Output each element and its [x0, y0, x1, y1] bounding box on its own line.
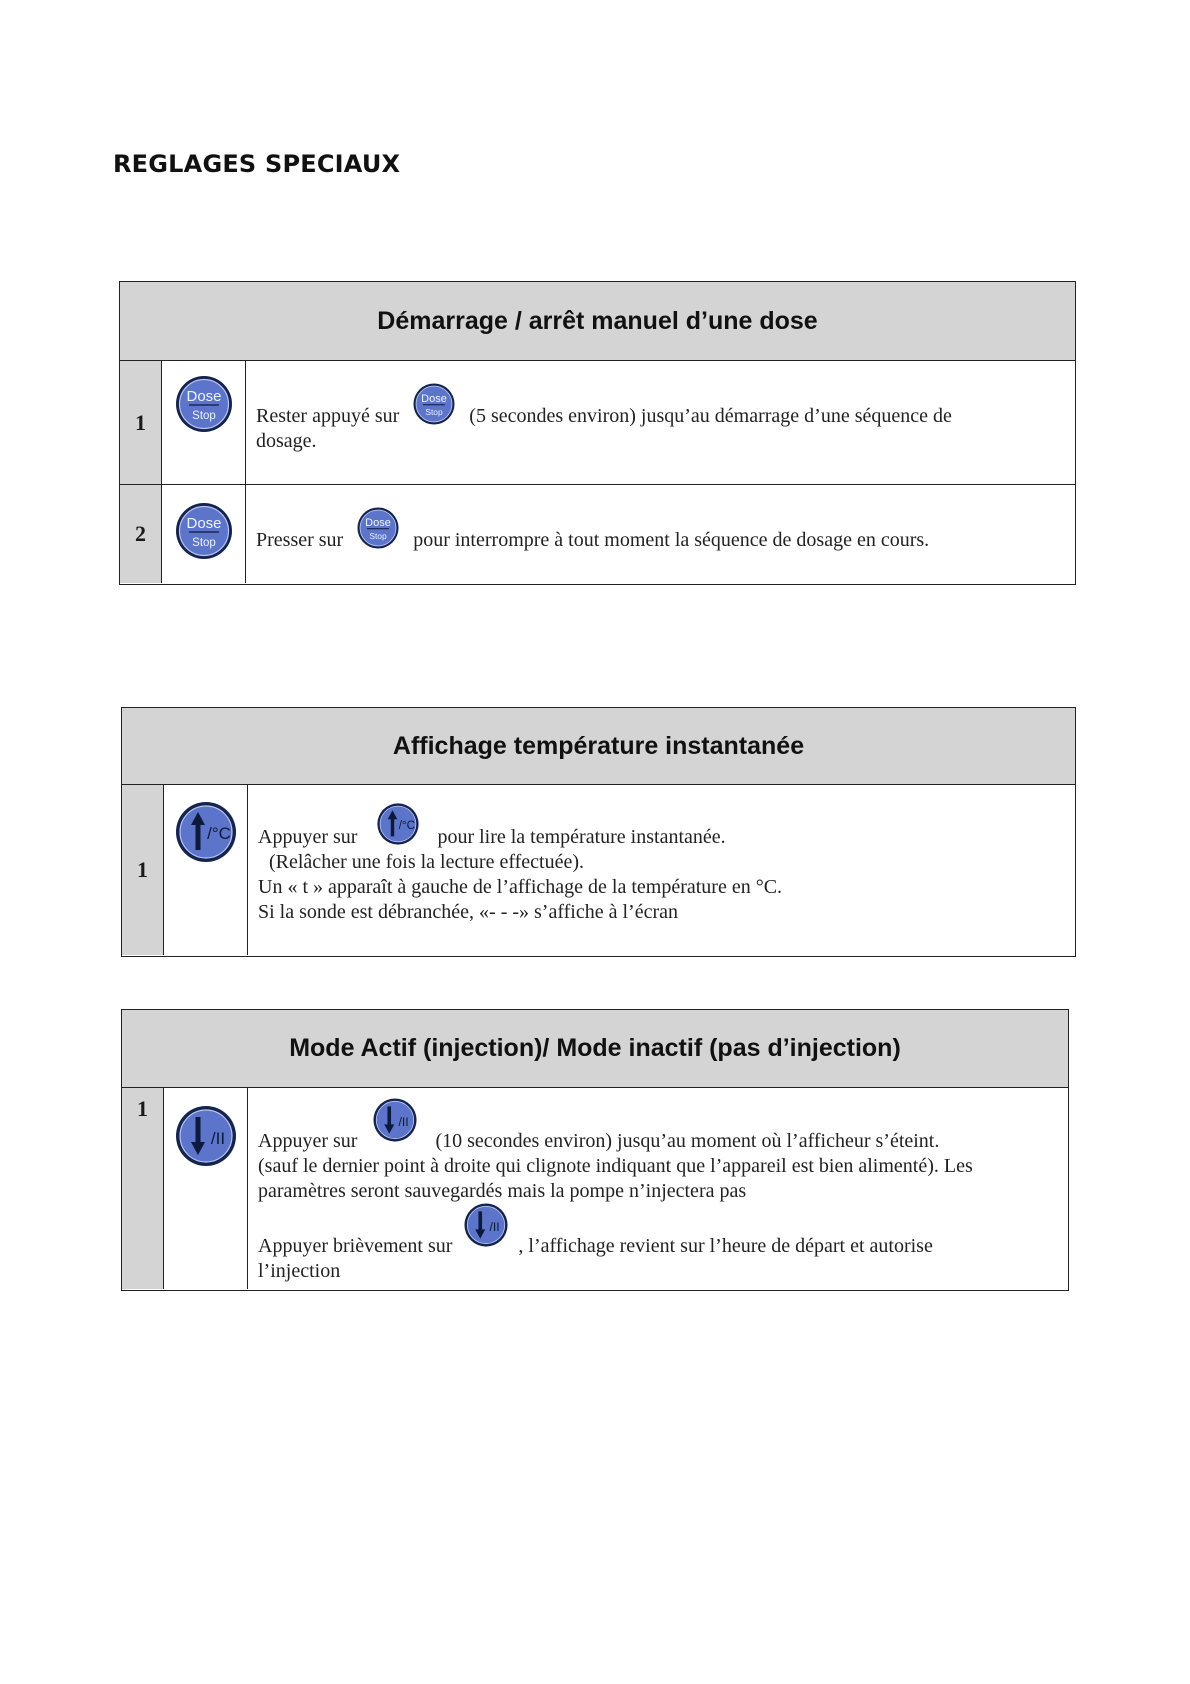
- down-arrow-pause-button-icon: [372, 1097, 418, 1143]
- instruction-text: paramètres seront sauvegardés mais la pompe n’injectera pas: [258, 1180, 747, 1202]
- svg-text:/II: /II: [398, 1114, 410, 1129]
- instruction-text: Appuyer brièvement sur: [258, 1235, 453, 1257]
- svg-text:Stop: Stop: [191, 410, 216, 422]
- instruction-text: Si la sonde est débranchée, «- - -» s’affiche à l’écran: [258, 901, 678, 923]
- step-number: 1: [120, 361, 162, 484]
- table-row: [120, 485, 1075, 583]
- down-arrow-pause-button-icon: [174, 1104, 238, 1168]
- svg-text:Stop: Stop: [369, 531, 387, 541]
- instruction-text: Appuyer sur: [258, 1130, 358, 1152]
- section-active-mode: [121, 1009, 1069, 1291]
- instruction-text: pour interrompre à tout moment la séquence de dosage en cours.: [413, 529, 930, 551]
- instruction-text: , l’affichage revient sur l’heure de départ et autorise: [518, 1235, 933, 1257]
- svg-text:Dose: Dose: [365, 516, 392, 529]
- svg-text:Stop: Stop: [425, 407, 443, 417]
- dose-stop-button-icon: [412, 382, 456, 426]
- instruction-text: (5 secondes environ) jusqu’au démarrage d’une séquence de: [469, 405, 952, 427]
- instruction-text: Rester appuyé sur: [256, 405, 400, 427]
- table-row: [120, 361, 1075, 485]
- down-arrow-pause-button-icon: [463, 1202, 509, 1248]
- table-row: [122, 785, 1075, 955]
- up-arrow-celsius-button-icon: [376, 802, 420, 846]
- instruction-text: Un « t » apparaît à gauche de l’affichage de la température en °C.: [258, 876, 783, 898]
- section-header: Mode Actif (injection)/ Mode inactif (pas d’injection): [122, 1010, 1068, 1088]
- step-number: 1: [122, 1088, 164, 1289]
- table-row: [122, 1088, 1068, 1289]
- up-arrow-celsius-button-icon: [174, 800, 238, 864]
- step-number: 1: [122, 785, 164, 955]
- svg-text:Dose: Dose: [185, 388, 222, 405]
- dose-stop-button-icon: [174, 501, 234, 561]
- dose-stop-button-icon: [174, 374, 234, 434]
- svg-text:Stop: Stop: [191, 537, 216, 549]
- page-title: REGLAGES SPECIAUX: [113, 150, 401, 178]
- instruction-text: Presser sur: [256, 529, 344, 551]
- instruction-text: (10 secondes environ) jusqu’au moment où l’afficheur s’éteint.: [435, 1130, 940, 1152]
- section-header: Affichage température instantanée: [122, 708, 1075, 785]
- instruction-text: (Relâcher une fois la lecture effectuée).: [269, 851, 584, 873]
- section-temperature: [121, 707, 1076, 957]
- instruction-text: dosage.: [256, 430, 317, 452]
- instruction-text: (sauf le dernier point à droite qui clignote indiquant que l’appareil est bien alimenté). Les: [258, 1155, 973, 1177]
- instruction-text: pour lire la température instantanée.: [437, 826, 726, 848]
- instruction-text: l’injection: [258, 1260, 341, 1282]
- dose-stop-button-icon: [356, 506, 400, 550]
- step-number: 2: [120, 485, 162, 583]
- svg-text:Dose: Dose: [421, 392, 448, 405]
- svg-text:/°C: /°C: [399, 818, 416, 832]
- section-manual-dose: [119, 281, 1076, 585]
- svg-text:/°C: /°C: [206, 824, 231, 843]
- svg-text:/II: /II: [489, 1219, 501, 1234]
- instruction-text: Appuyer sur: [258, 826, 358, 848]
- svg-text:/II: /II: [210, 1129, 225, 1148]
- svg-text:Dose: Dose: [185, 515, 222, 532]
- section-header: Démarrage / arrêt manuel d’une dose: [120, 282, 1075, 361]
